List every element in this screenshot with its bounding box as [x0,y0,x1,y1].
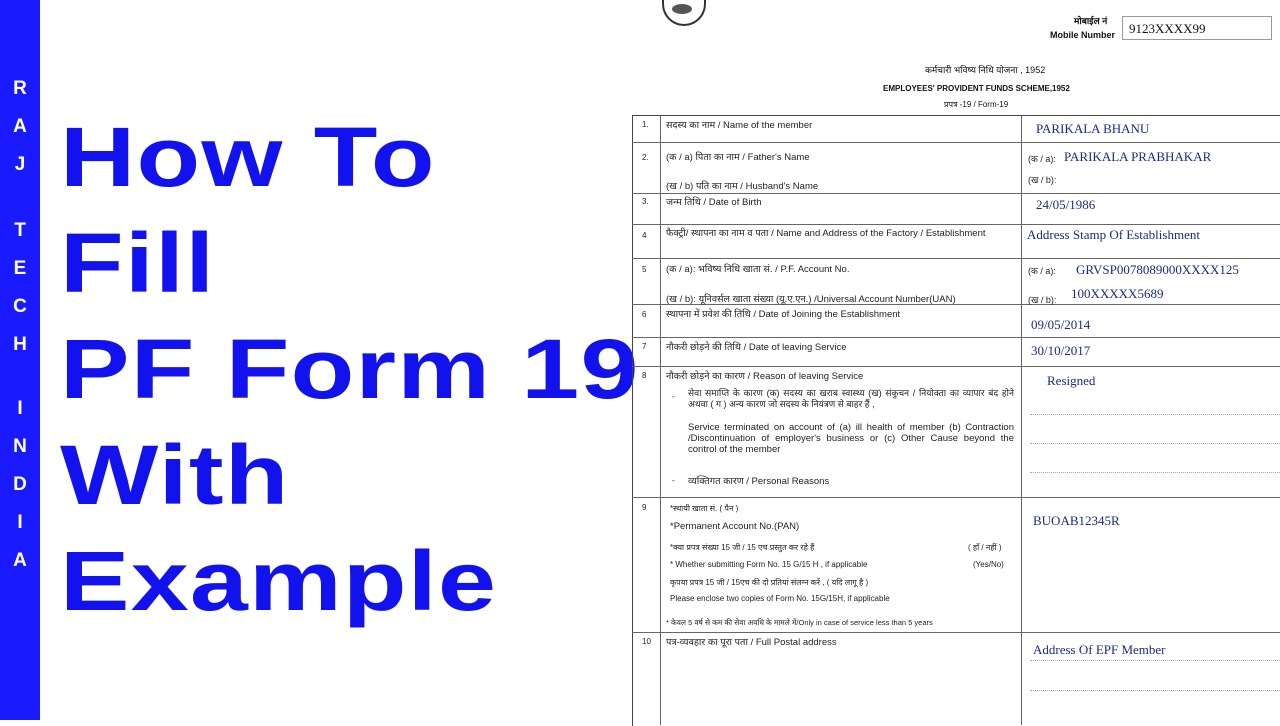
scheme-title: EMPLOYEES' PROVIDENT FUNDS SCHEME,1952 [883,84,1070,93]
mobile-label: Mobile Number [1050,30,1116,40]
option-tag: (क / a): [1028,266,1056,276]
pan-value[interactable]: BUOAB12345R [1033,513,1120,528]
row-number: 7 [642,342,647,351]
dotted-line [1030,690,1280,691]
leaving-reason-label: नौकरी छोड़ने का कारण / Reason of leaving Service [666,371,864,382]
mobile-number-field[interactable]: 9123XXXX99 [1122,16,1272,40]
mobile-label-hindi: मोबाईल नं [1074,16,1108,26]
row-number: 10 [642,637,651,646]
establishment-value[interactable]: Address Stamp Of Establishment [1027,227,1200,242]
reason-text-hindi: सेवा समाप्ति के कारण (क) सदस्य का खराब स्वास्थ्य (ख) संकुचन / नियोक्ता का व्यापार बंद होने अथवा ( ग ) अन्य कारण जो सदस्य के नियंत्रण से बाहर हैं , [688,388,1014,409]
copies-note: Please enclose two copies of Form No. 15G/15H, if applicable [670,594,890,603]
bullet: - [672,392,675,401]
row-number: 1. [642,120,649,129]
bullet: - [672,476,675,485]
row-divider [632,337,1280,338]
title-line: Fill [60,216,216,310]
establishment-label: फैक्ट्री/ स्थापना का नाम व पता / Name and Address of the Factory / Establishment [666,228,986,239]
banner-letter: J [14,154,26,175]
row-number: 2. [642,153,649,162]
postal-address-value[interactable]: Address Of EPF Member [1033,642,1166,657]
banner-letter: H [13,334,27,355]
service-note: * केवल 5 वर्ष से कम की सेवा अवधि के मामले में/Only in case of service less than 5 years [666,618,933,627]
row-number: 9 [642,503,647,512]
dotted-line [1030,472,1280,473]
yes-no: (Yes/No) [973,560,1004,569]
title-line: Example [60,534,498,628]
dotted-line [1030,414,1280,415]
epfo-emblem-icon [662,0,706,26]
banner-letter: R [13,78,27,99]
option-tag: (ख / b): [1028,175,1057,185]
dol-label: नौकरी छोड़ने की तिथि / Date of leaving Service [666,342,847,353]
row-divider [632,142,1280,143]
column-divider [660,115,661,725]
row-divider [632,497,1280,498]
banner-letter: T [14,220,26,241]
doj-label: स्थापना में प्रवेश की तिथि / Date of Joining the Establishment [666,309,901,320]
pan-label: *Permanent Account No.(PAN) [670,521,800,532]
banner-letter: I [17,512,23,533]
yes-no-hindi: ( हाँ / नहीं ) [968,543,1002,552]
title-line: With [60,428,290,522]
leaving-reason-value[interactable]: Resigned [1047,373,1096,388]
row-number: 6 [642,310,647,319]
pan-label-hindi: *स्थायी खाता सं. ( पैन ) [670,504,739,513]
row-divider [632,193,1280,194]
banner-letter: C [13,296,27,317]
row-divider [632,258,1280,259]
option-tag: (क / a): [1028,154,1056,164]
row-divider [632,224,1280,225]
option-tag: (ख / b): [1028,295,1057,305]
channel-banner [0,0,40,720]
reason-text: Service terminated on account of (a) ill health of member (b) Contraction /Discontinuation of employer's business or (c) Other Cause beyond the control of the member [688,422,1014,455]
postal-address-label: पत्र-व्यवहार का पूरा पता / Full Postal address [666,637,837,648]
dob-value[interactable]: 24/05/1986 [1036,197,1096,212]
banner-letter: D [13,474,27,495]
dol-value[interactable]: 30/10/2017 [1031,343,1091,358]
row-number: 8 [642,371,647,380]
form15-question-hindi: *क्या प्रपत्र संख्या 15 जी / 15 एच प्रस्तुत कर रहे हैं [670,543,815,552]
banner-letter: A [13,116,27,137]
banner-letter: I [17,398,23,419]
copies-note-hindi: कृपया प्रपत्र 15 जी / 15एच की दो प्रतियां संलग्न करें , ( यदि लागू है ) [670,578,869,587]
scheme-title-hindi: कर्मचारी भविष्य निधि योजना , 1952 [925,65,1046,75]
member-name-label: सदस्य का नाम / Name of the member [666,120,813,131]
column-divider [1021,115,1022,725]
row-divider [632,366,1280,367]
dotted-line [1030,443,1280,444]
video-title [60,104,640,634]
title-line: PF Form 19 [60,322,640,416]
form15-question: * Whether submitting Form No. 15 G/15 H , if applicable [670,560,868,569]
row-number: 3. [642,197,649,206]
row-number: 4 [642,231,647,240]
row-divider [632,632,1280,633]
personal-reason-label: व्यक्तिगत कारण / Personal Reasons [688,476,830,487]
banner-letter: A [13,550,27,571]
father-name-label: (क / a) पिता का नाम / Father's Name [666,152,810,163]
uan-label: (ख / b): यूनिवर्सल खाता संख्या (यू.ए.एन.) /Universal Account Number(UAN) [666,294,956,305]
row-number: 5 [642,265,647,274]
dob-label: जन्म तिथि / Date of Birth [666,197,762,208]
husband-name-label: (ख / b) पति का नाम / Husband's Name [666,181,819,192]
form-number: प्रपत्र -19 / Form-19 [944,100,1009,109]
banner-letter: E [13,258,27,279]
title-line: How To [60,110,436,204]
uan-value[interactable]: 100XXXXX5689 [1071,286,1164,301]
member-name-value[interactable]: PARIKALA BHANU [1036,121,1150,136]
doj-value[interactable]: 09/05/2014 [1031,317,1091,332]
father-name-value[interactable]: PARIKALA PRABHAKAR [1064,149,1212,164]
pf-account-label: (क / a): भविष्य निधि खाता सं. / P.F. Account No. [666,264,850,275]
pf-account-value[interactable]: GRVSP0078089000XXXX125 [1076,262,1239,277]
banner-letter: N [13,436,27,457]
pf-form-19 [600,0,1280,720]
dotted-line [1030,660,1280,661]
